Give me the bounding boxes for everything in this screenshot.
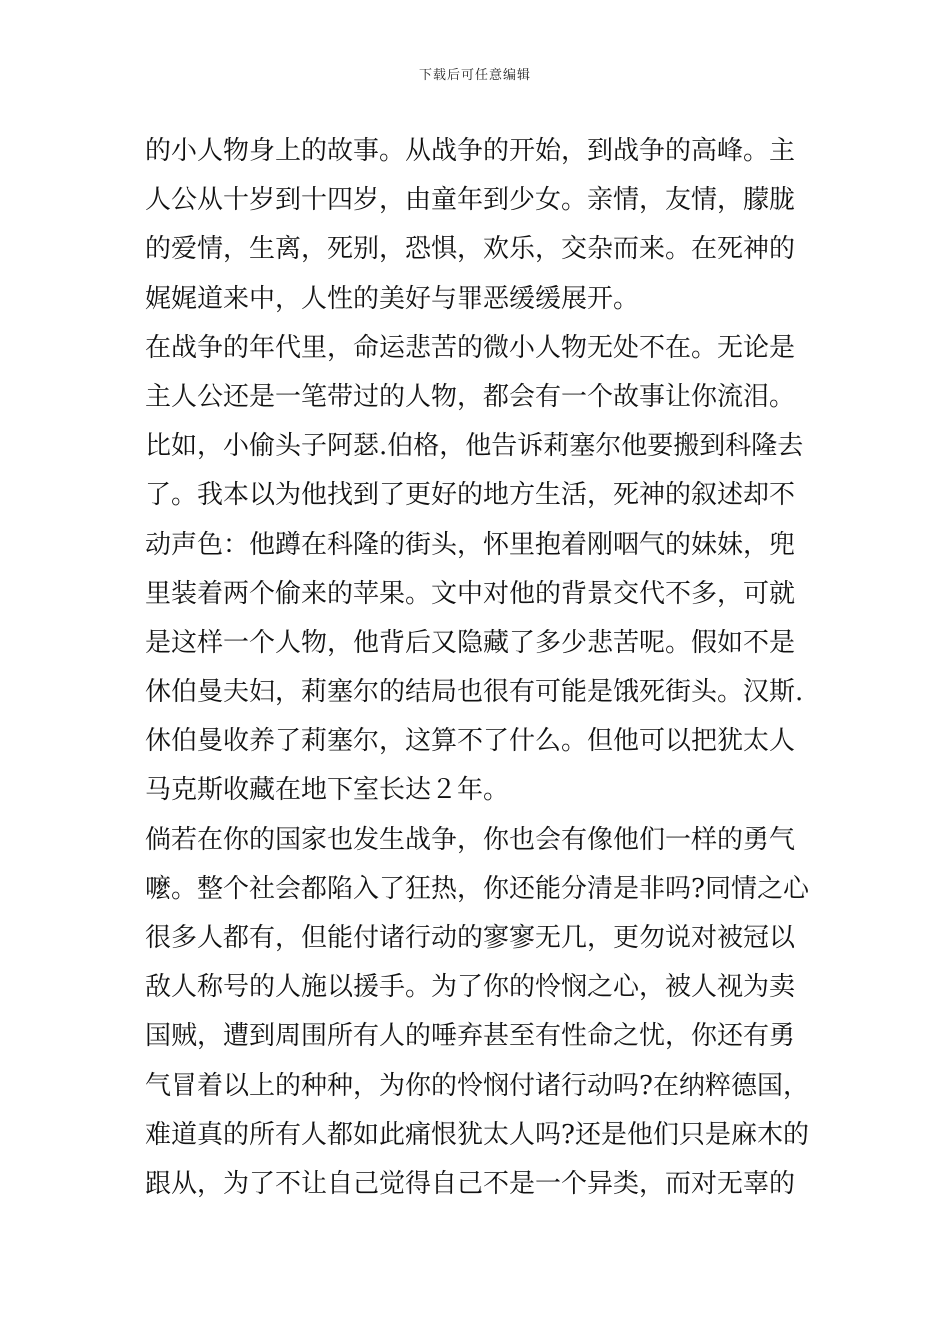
text-line: 倘若在你的国家也发生战争，你也会有像他们一样的勇气 bbox=[145, 824, 796, 855]
text-line: 嚒。整个社会都陷入了狂热，你还能分清是非吗?同情之心 bbox=[145, 873, 809, 904]
text-line: 跟从，为了不让自己觉得自己不是一个异类，而对无辜的 bbox=[145, 1168, 796, 1199]
text-line: 敌人称号的人施以援手。为了你的怜悯之心，被人视为卖 bbox=[145, 972, 796, 1003]
text-line: 休伯曼收养了莉塞尔，这算不了什么。但他可以把犹太人 bbox=[145, 726, 796, 757]
page-header: 下载后可任意编辑 bbox=[418, 68, 531, 83]
text-line: 比如，小偷头子阿瑟.伯格，他告诉莉塞尔他要搬到科隆去 bbox=[145, 431, 804, 462]
text-line: 的小人物身上的故事。从战争的开始，到战争的高峰。主 bbox=[145, 136, 796, 166]
text-line: 休伯曼夫妇，莉塞尔的结局也很有可能是饿死街头。汉斯. bbox=[145, 677, 804, 708]
text-line: 主人公还是一笔带过的人物，都会有一个故事让你流泪。 bbox=[145, 381, 796, 412]
text-line: 的爱情，生离，死别，恐惧，欢乐，交杂而来。在死神的 bbox=[145, 234, 796, 265]
text-line: 国贼，遭到周围所有人的唾弃甚至有性命之忧，你还有勇 bbox=[145, 1021, 796, 1052]
text-line: 很多人都有，但能付诸行动的寥寥无几，更勿说对被冠以 bbox=[145, 923, 796, 953]
text-line: 是这样一个人物，他背后又隐藏了多少悲苦呢。假如不是 bbox=[145, 627, 796, 658]
text-line: 在战争的年代里，命运悲苦的微小人物无处不在。无论是 bbox=[145, 332, 796, 363]
text-line: 娓娓道来中，人性的美好与罪恶缓缓展开。 bbox=[145, 283, 640, 314]
text-line: 马克斯收藏在地下室长达２年。 bbox=[145, 775, 510, 806]
text-line: 了。我本以为他找到了更好的地方生活，死神的叙述却不 bbox=[145, 480, 796, 511]
body-text bbox=[145, 127, 810, 1209]
text-line: 难道真的所有人都如此痛恨犹太人吗?还是他们只是麻木的 bbox=[145, 1119, 809, 1150]
text-line: 气冒着以上的种种，为你的怜悯付诸行动吗?在纳粹德国， bbox=[145, 1070, 809, 1101]
text-line: 动声色：他蹲在科隆的街头，怀里抱着刚咽气的妹妹，兜 bbox=[145, 529, 796, 560]
text-line: 人公从十岁到十四岁，由童年到少女。亲情，友情，朦胧 bbox=[145, 185, 796, 216]
text-line: 里装着两个偷来的苹果。文中对他的背景交代不多，可就 bbox=[145, 578, 796, 609]
